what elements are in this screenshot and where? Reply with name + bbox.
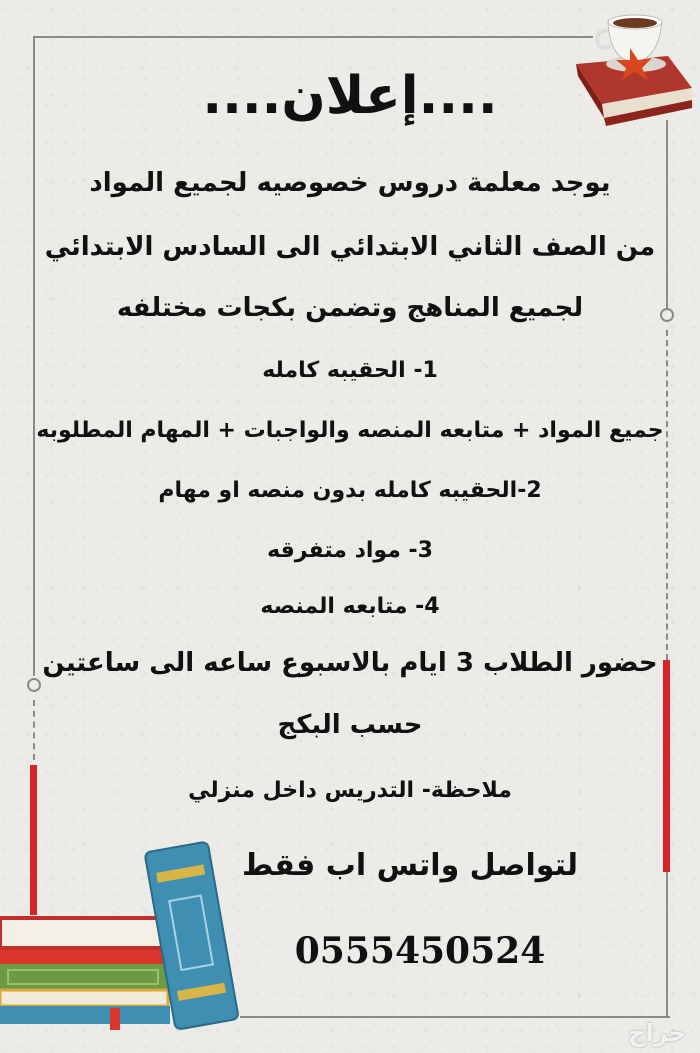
line-7: 3- مواد متفرقه [267, 538, 433, 563]
phone-number: 0555450524 [294, 930, 546, 972]
line-6: 2-الحقيبه كامله بدون منصه او مهام [158, 478, 542, 503]
line-9: حضور الطلاب 3 ايام بالاسبوع ساعه الى ساعتين [42, 648, 658, 678]
line-10: حسب البكج [277, 710, 423, 740]
frame-bottom-line [240, 1016, 670, 1018]
frame-ring-left [27, 678, 41, 692]
contact-label: لتواصل واتس اب فقط [241, 848, 579, 883]
line-11: ملاحظة- التدريس داخل منزلي [188, 778, 512, 803]
line-8: 4- متابعه المنصه [260, 594, 440, 619]
accent-bar-right [663, 660, 670, 872]
frame-left-line [33, 36, 35, 676]
line-4: 1- الحقيبه كامله [262, 358, 438, 383]
line-1: يوجد معلمة دروس خصوصيه لجميع المواد [89, 168, 611, 198]
line-3: لجميع المناهج وتضمن بكجات مختلفه [116, 293, 584, 323]
watermark-logo: حراج [628, 1019, 686, 1047]
books-stack-icon [0, 838, 250, 1038]
frame-top-line [33, 36, 593, 38]
line-5: جميع المواد + متابعه المنصه والواجبات + المهام المطلوبه [36, 418, 664, 443]
frame-right-line [666, 120, 668, 310]
announcement-title: ....إعلان.... [202, 66, 498, 126]
line-2: من الصف الثاني الابتدائي الى السادس الابتدائي [44, 232, 656, 262]
